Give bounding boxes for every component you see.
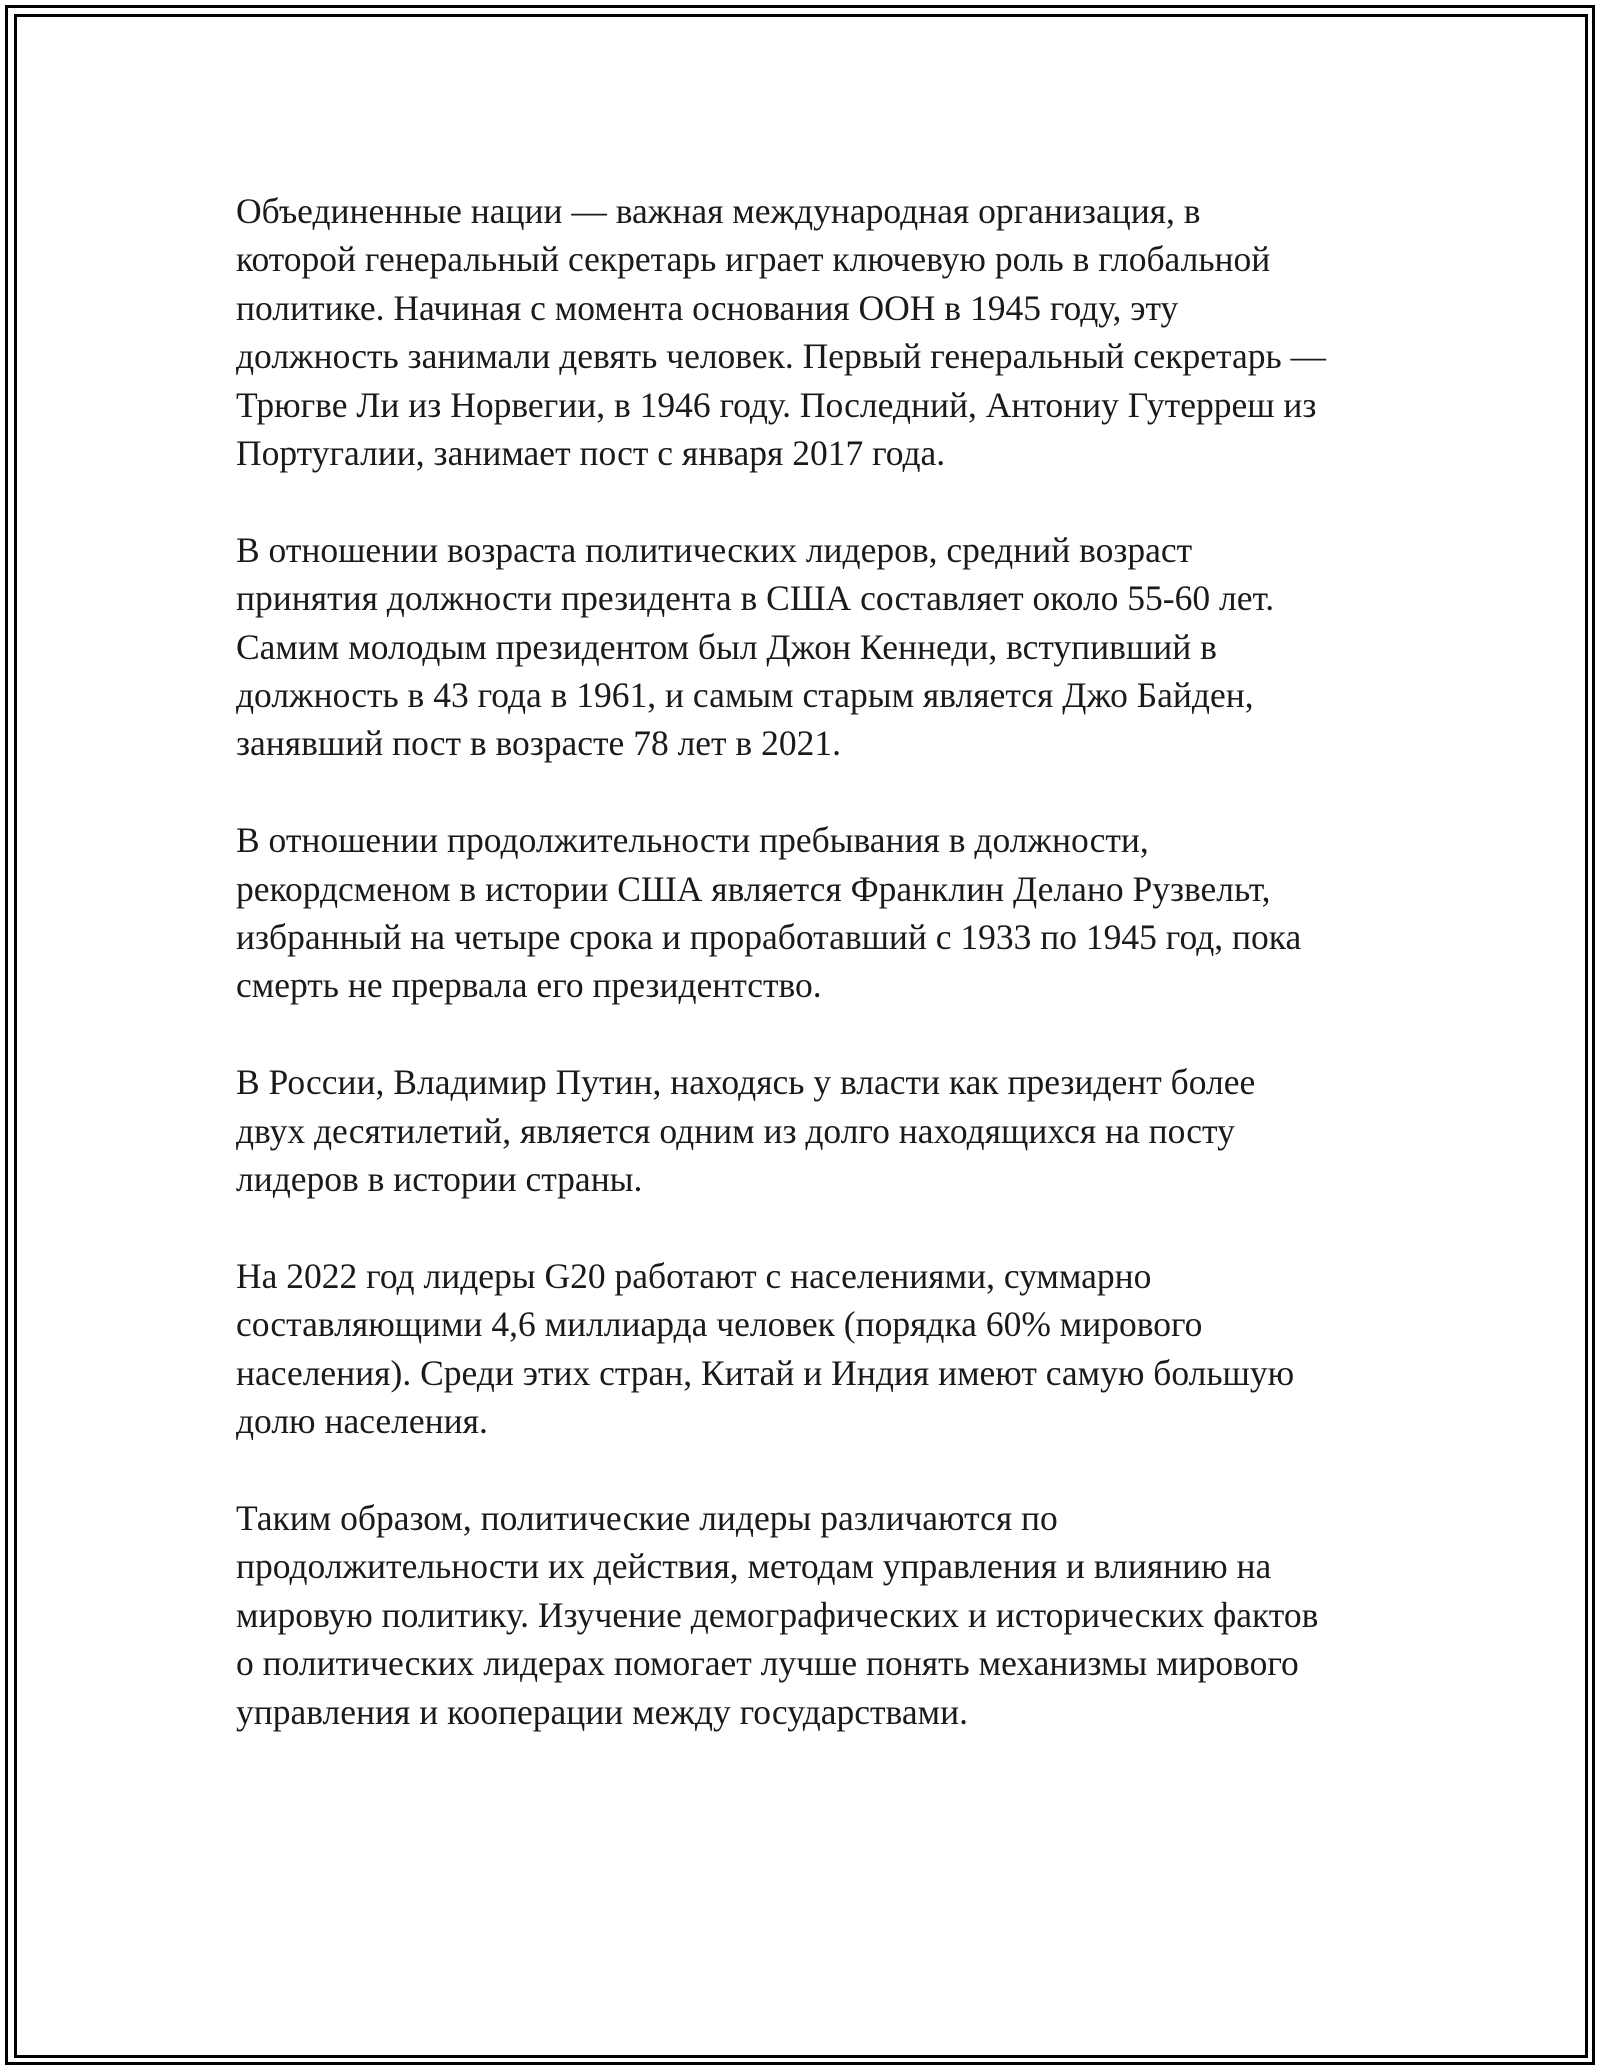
paragraph-president-ages: В отношении возраста политических лидеров, средний возраст принятия должности президента в США составляет около 55-60 лет. Самим молодым президентом был Джон Кеннеди, вступивший в должность в 43 года в 1961, и самым старым является Джо Байден, занявший пост в возрасте 78 лет в 2021. xyxy=(236,529,1275,764)
paragraph-un-secretary-general: Объединенные нации — важная международная организация, в которой генеральный секретарь играет ключевую роль в глобальной политике. Начиная с момента основания ООН в 1945 году, эту должность занимали девять человек. Первый генеральный секретарь — Трюгве Ли из Норвегии, в 1946 году. Последний, Антониу Гутерреш из Португалии, занимает пост с января 2017 года. xyxy=(236,191,1327,474)
document-body xyxy=(236,187,1376,1784)
paragraph-russia: В России, Владимир Путин, находясь у власти как президент более двух десятилетий, является одним из долго находящихся на посту лидеров в истории страны. xyxy=(236,1062,1256,1200)
paragraph-g20: На 2022 год лидеры G20 работают с населениями, суммарно составляющими 4,6 миллиарда человек (порядка 60% мирового населения). Среди этих стран, Китай и Индия имеют самую большую долю населения. xyxy=(236,1255,1295,1442)
paragraph-conclusion: Таким образом, политические лидеры различаются по продолжительности их действия, методам управления и влиянию на мировую политику. Изучение демографических и исторических фактов о политических лидерах помогает лучше понять механизмы мирового управления и кооперации между государствами. xyxy=(236,1497,1319,1732)
paragraph-term-length: В отношении продолжительности пребывания в должности, рекордсменом в истории США является Франклин Делано Рузвельт, избранный на четыре срока и проработавший с 1933 по 1945 год, пока смерть не прервала его президентство. xyxy=(236,820,1302,1006)
